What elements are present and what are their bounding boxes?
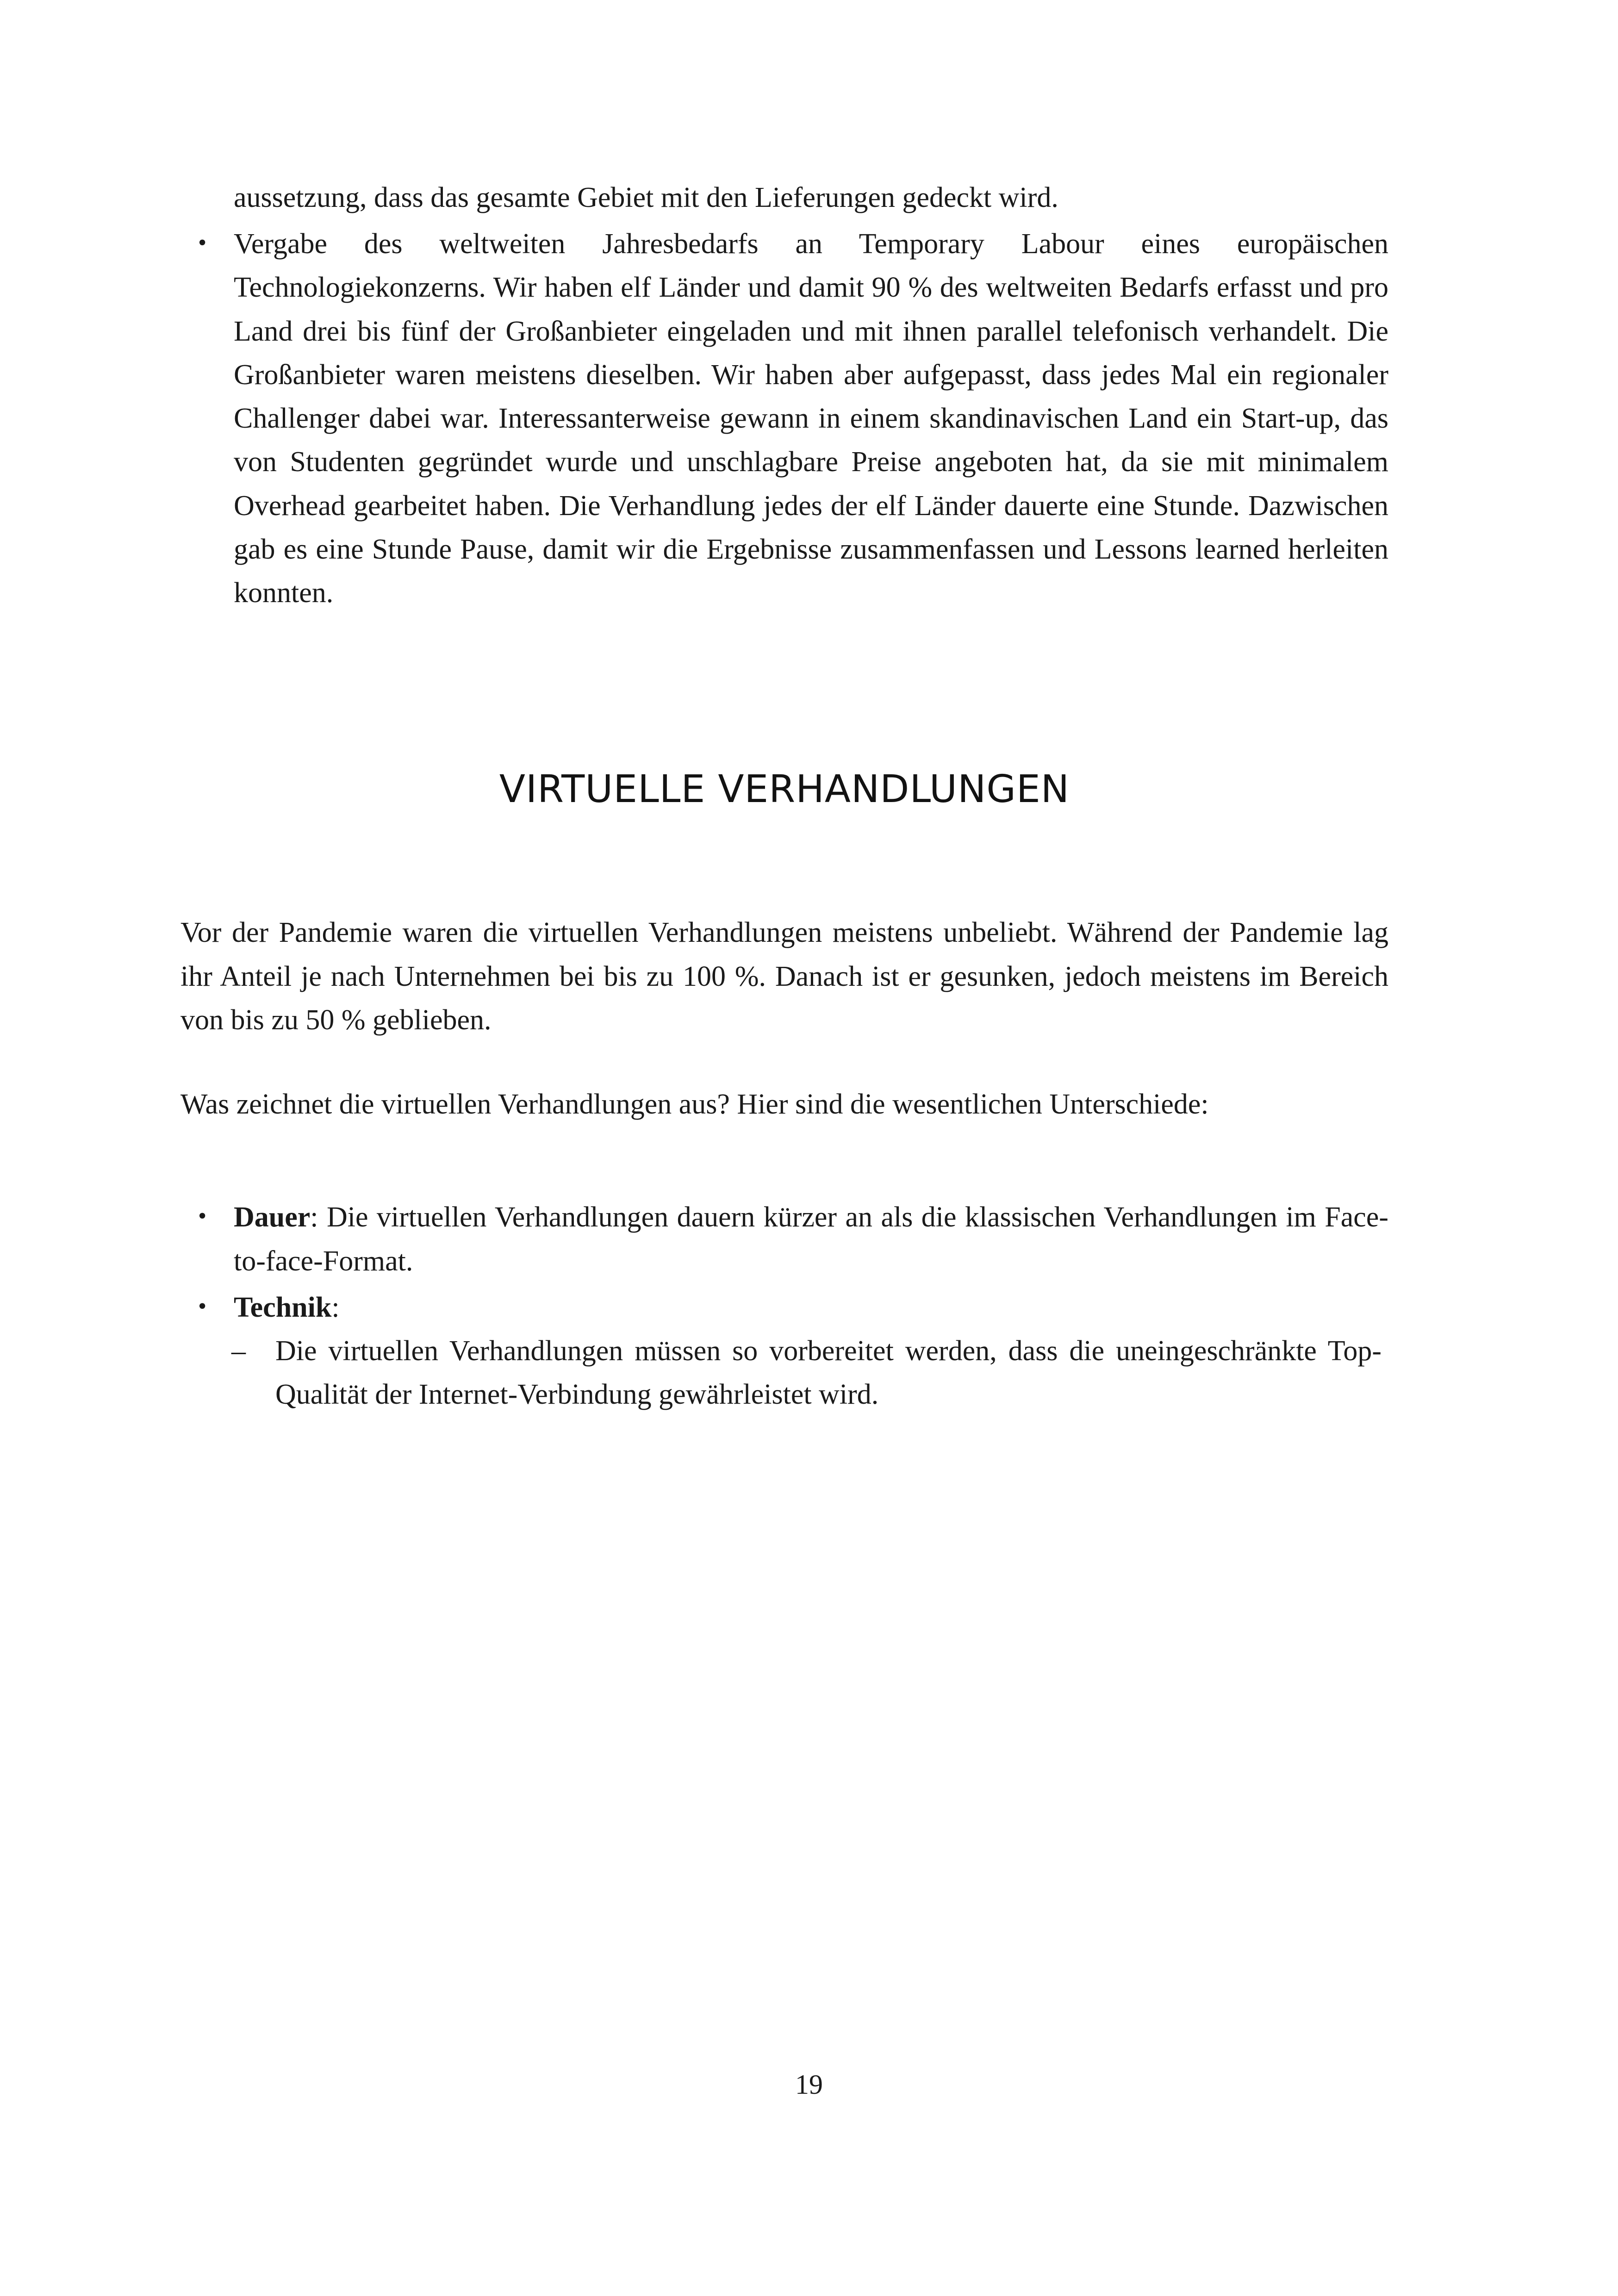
list-item-text: Die virtuellen Verhandlungen müssen so vorbereitet werden, dass die uneingeschränkte Top-Qualität der Internet-Verbindung gewährleistet wird.: [275, 1335, 1382, 1411]
definition-bullet-list: [180, 1195, 1388, 1329]
top-bullet-list: [180, 222, 1388, 615]
dash-icon: –: [231, 1335, 246, 1367]
page-number: 19: [795, 2069, 823, 2100]
body-paragraph-1: Vor der Pandemie waren die virtuellen Verhandlungen meistens unbeliebt. Während der Pandemie lag ihr Anteil je nach Unternehmen bei bis zu 100 %. Danach ist er gesunken, jedoch meistens im Bereich von bis zu 50 % geblieben.: [180, 917, 1388, 1036]
definition-separator: :: [310, 1201, 327, 1233]
continued-paragraph: aussetzung, dass das gesamte Gebiet mit den Lieferungen gedeckt wird.: [234, 182, 1058, 213]
list-item: [180, 1195, 1388, 1282]
definition-text: Die virtuellen Verhandlungen dauern kürzer an als die klassischen Verhandlungen im Face-to-face-Format.: [234, 1201, 1388, 1277]
list-item: [180, 1286, 1388, 1329]
list-item: [180, 222, 1388, 615]
definition-term: Technik: [234, 1291, 332, 1323]
body-paragraph-2: Was zeichnet die virtuellen Verhandlungen aus? Hier sind die wesentlichen Unterschiede:: [180, 1089, 1209, 1120]
bullet-dot-icon: •: [198, 1203, 207, 1230]
section-heading: VIRTUELLE VERHANDLUNGEN: [499, 767, 1070, 812]
technik-sub-list: [180, 1329, 1388, 1416]
list-item-text: Vergabe des weltweiten Jahresbedarfs an Temporary Labour eines europäischen Technologiekonzerns. Wir haben elf Länder und damit 90 % des weltweiten Bedarfs erfasst und pro Land drei bis fünf der Großanbieter eingeladen und mit ihnen parallel telefonisch verhandelt. Die Großanbieter waren meistens dieselben. Wir haben aber aufgepasst, dass jedes Mal ein regionaler Challenger dabei war. Interessanterweise gewann in einem skandinavischen Land ein Start-up, das von Studenten gegründet wurde und unschlagbare Preise angeboten hat, da sie mit minimalem Overhead gearbeitet haben. Die Verhandlung jedes der elf Länder dauerte eine Stunde. Dazwischen gab es eine Stunde Pause, damit wir die Ergebnisse zusammenfassen und Lessons learned herleiten konnten.: [234, 228, 1388, 609]
definition-separator: :: [331, 1291, 340, 1323]
bullet-dot-icon: •: [198, 1293, 207, 1319]
list-item: [227, 1329, 1382, 1416]
page-content: [180, 176, 1388, 1416]
definition-term: Dauer: [234, 1201, 311, 1233]
bullet-dot-icon: •: [198, 230, 207, 256]
